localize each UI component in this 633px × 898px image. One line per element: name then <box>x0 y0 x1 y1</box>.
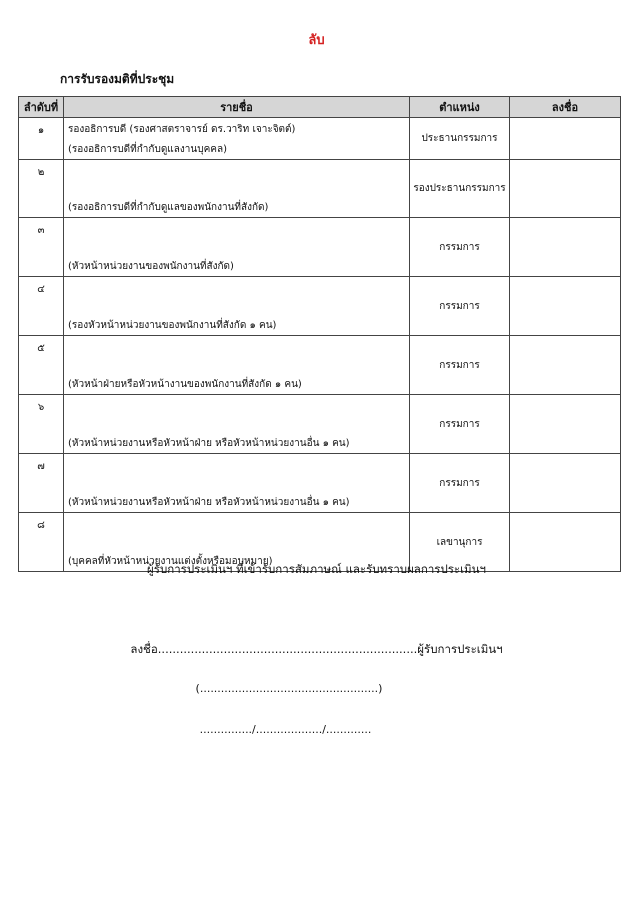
position-cell: กรรมการ <box>410 395 510 454</box>
role-note: (รองอธิการบดีที่กำกับดูแลงานบุคคล) <box>68 144 227 155</box>
role-note: (บุคคลที่หัวหน้าหน่วยงานแต่งตั้งหรือมอบหมาย) <box>68 556 273 567</box>
row-number: ๔ <box>19 277 64 336</box>
name-line-blank: (...................................................) <box>195 682 383 695</box>
classification-label: ลับ <box>308 33 325 48</box>
table-row <box>19 336 621 395</box>
signers-table <box>18 96 621 572</box>
role-note: (หัวหน้าฝ่ายหรือหัวหน้างานของพนักงานที่สังกัด ๑ คน) <box>68 379 302 390</box>
position-cell: รองประธานกรรมการ <box>410 160 510 218</box>
position-cell: ประธานกรรมการ <box>410 118 510 160</box>
signature-cell <box>510 336 621 395</box>
name-line: รองอธิการบดี (รองศาสตราจารย์ ดร.วาริท เจาะจิตต์) <box>68 124 296 135</box>
signature-cell <box>510 395 621 454</box>
row-number: ๒ <box>19 160 64 218</box>
name-cell <box>64 118 410 160</box>
signature-cell <box>510 118 621 160</box>
signature-cell <box>510 454 621 513</box>
table-row <box>19 454 621 513</box>
table-row <box>19 277 621 336</box>
position-cell: กรรมการ <box>410 277 510 336</box>
role-note: (หัวหน้าหน่วยงานของพนักงานที่สังกัด) <box>68 261 234 272</box>
signature-cell <box>510 218 621 277</box>
header-name: รายชื่อ <box>64 97 410 118</box>
position-cell: กรรมการ <box>410 336 510 395</box>
signature-line: ลงชื่อ.......................................................................ผู้รับการประเมินฯ <box>130 642 503 656</box>
name-cell <box>64 277 410 336</box>
table-row <box>19 218 621 277</box>
role-note: (หัวหน้าหน่วยงานหรือหัวหน้าฝ่าย หรือหัวหน้าหน่วยงานอื่น ๑ คน) <box>68 497 350 508</box>
row-number: ๖ <box>19 395 64 454</box>
table-header-row <box>19 97 621 118</box>
section-heading: การรับรองมติที่ประชุม <box>60 72 175 86</box>
header-signature: ลงชื่อ <box>510 97 621 118</box>
signature-cell <box>510 160 621 218</box>
name-cell <box>64 454 410 513</box>
role-note: (รองอธิการบดีที่กำกับดูแลของพนักงานที่สังกัด) <box>68 202 269 213</box>
table-row <box>19 160 621 218</box>
header-no: ลำดับที่ <box>19 97 64 118</box>
role-note: (รองหัวหน้าหน่วยงานของพนักงานที่สังกัด ๑ คน) <box>68 320 277 331</box>
table-row <box>19 118 621 160</box>
signature-cell <box>510 277 621 336</box>
position-cell: กรรมการ <box>410 218 510 277</box>
row-number: ๑ <box>19 118 64 160</box>
name-cell <box>64 395 410 454</box>
row-number: ๗ <box>19 454 64 513</box>
role-note: (หัวหน้าหน่วยงานหรือหัวหน้าฝ่าย หรือหัวหน้าหน่วยงานอื่น ๑ คน) <box>68 438 350 449</box>
header-position: ตำแหน่ง <box>410 97 510 118</box>
name-cell <box>64 160 410 218</box>
name-cell <box>64 336 410 395</box>
row-number: ๕ <box>19 336 64 395</box>
table-row <box>19 395 621 454</box>
row-number: ๘ <box>19 513 64 572</box>
position-cell: เลขานุการ <box>410 513 510 572</box>
row-number: ๓ <box>19 218 64 277</box>
position-cell: กรรมการ <box>410 454 510 513</box>
name-cell <box>64 218 410 277</box>
acknowledgement-text: ผู้รับการประเมินฯ ที่เข้ารับการสัมภาษณ์ และรับทราบผลการประเมินฯ <box>147 562 486 576</box>
date-line-blank: .............../.................../............. <box>199 723 372 736</box>
